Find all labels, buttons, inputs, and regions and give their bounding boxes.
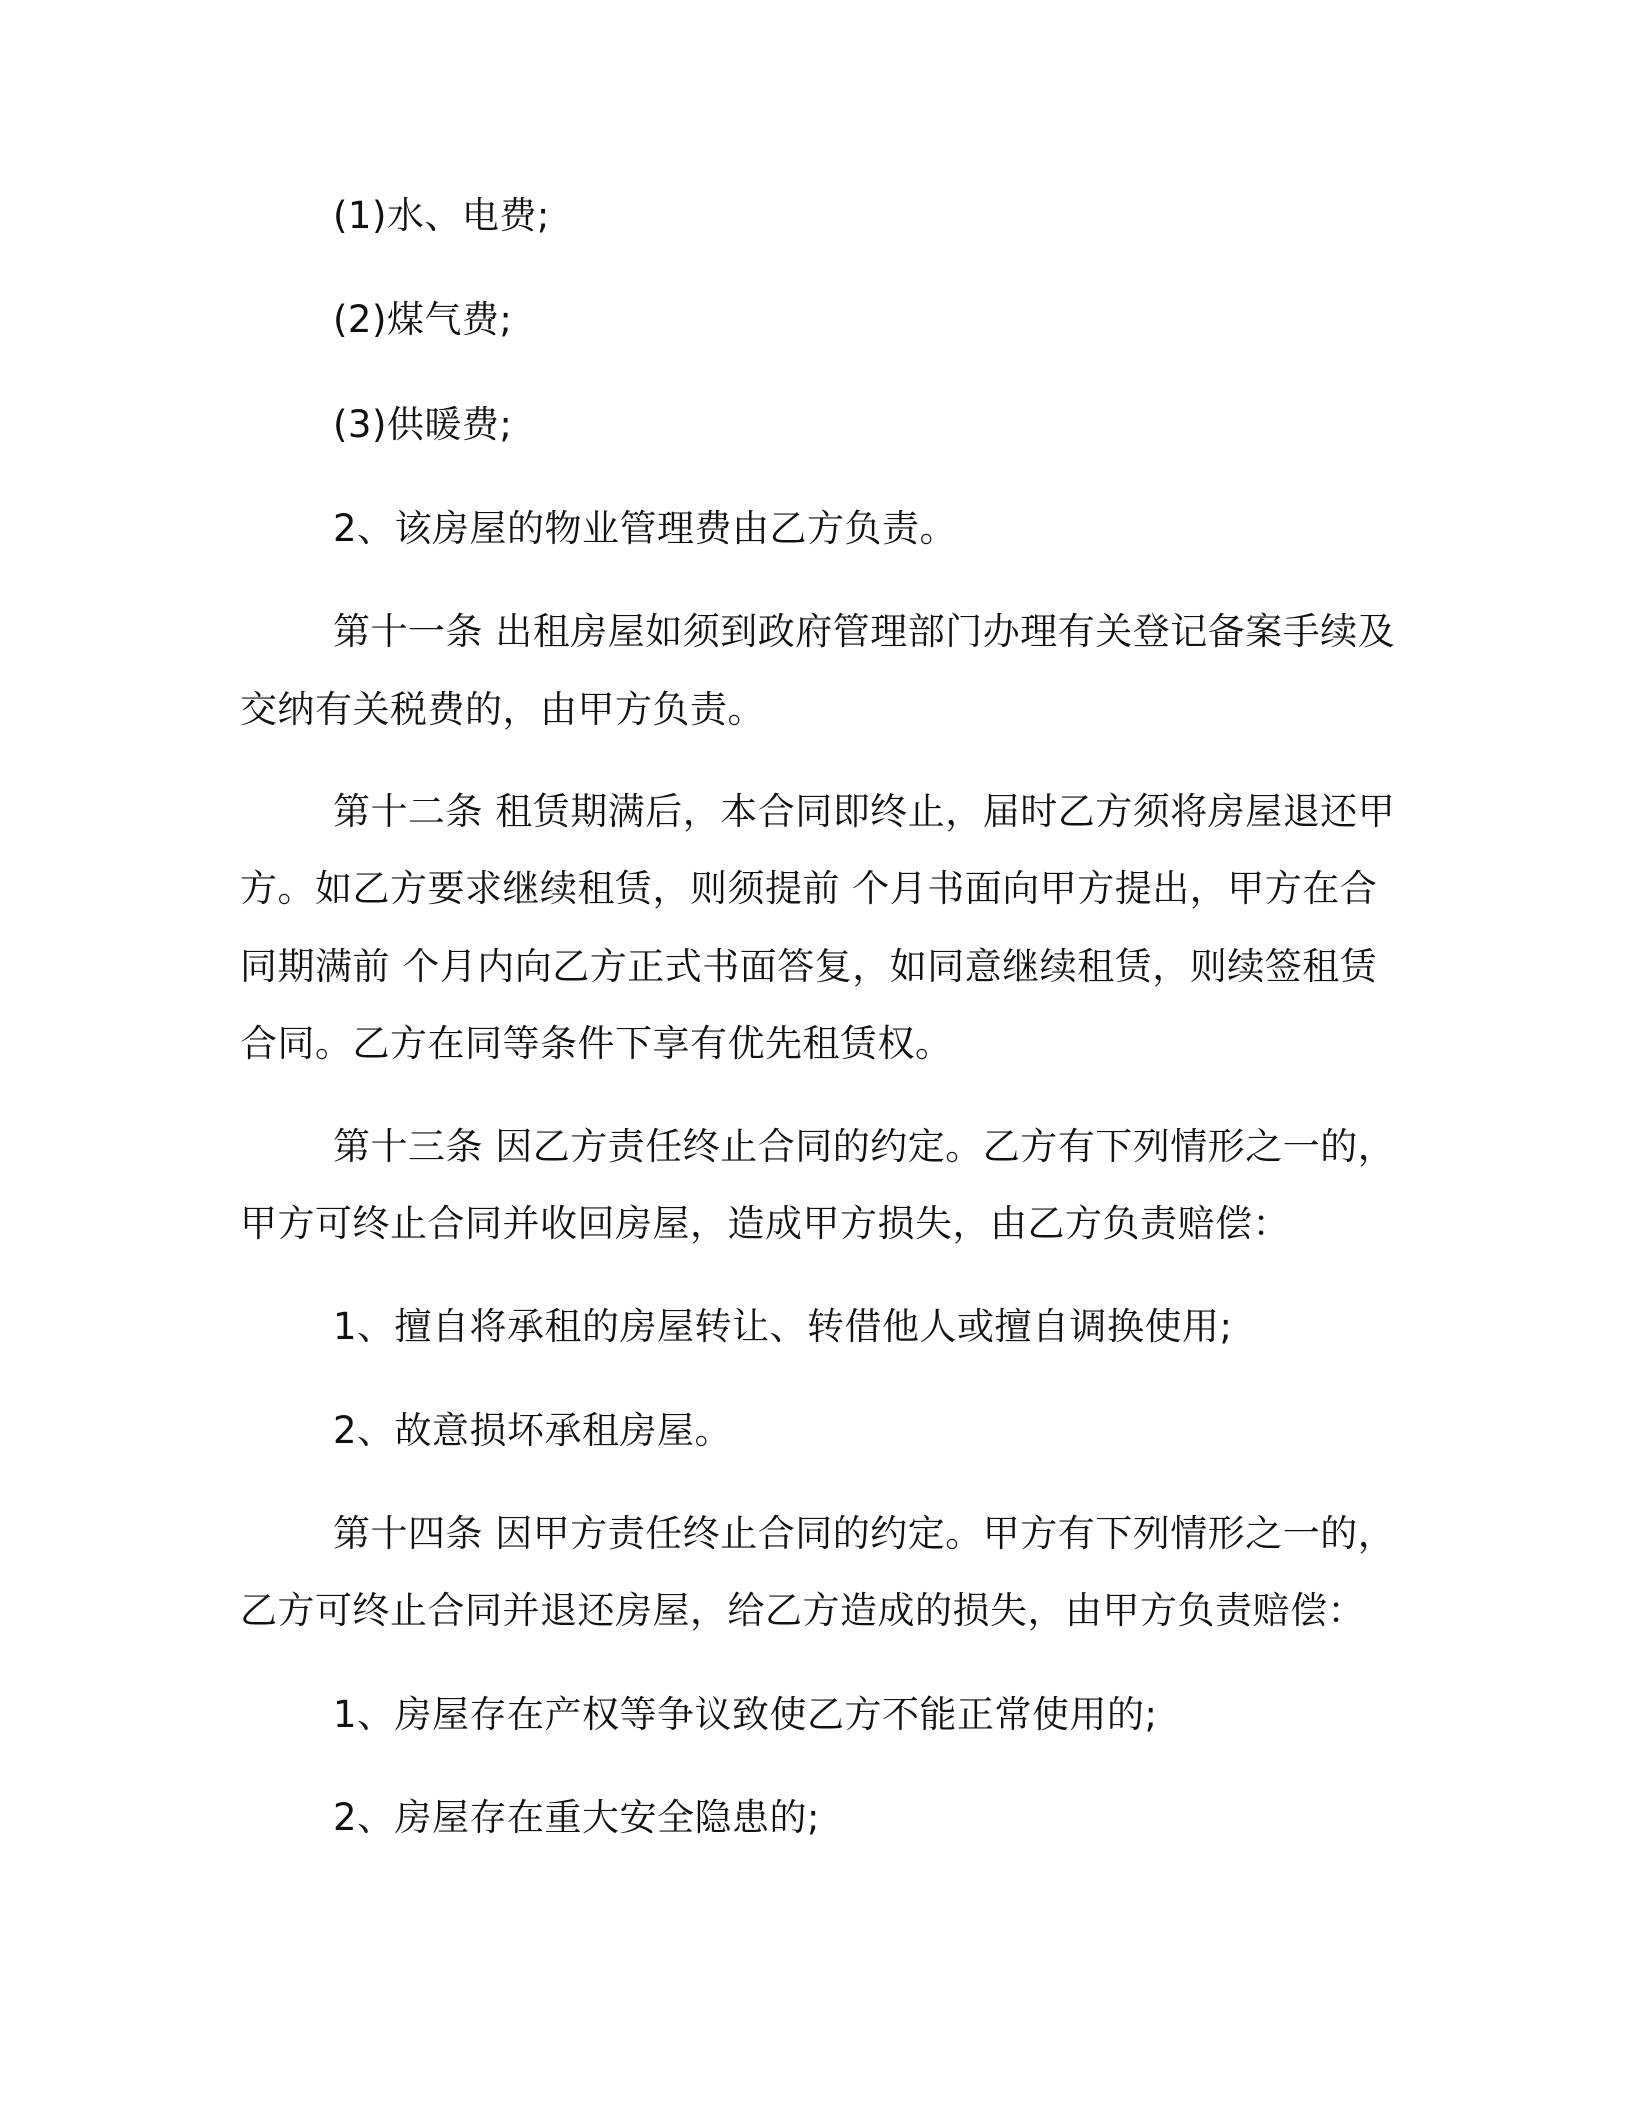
article-13-line-1: 第十三条 因乙方责任终止合同的约定。乙方有下列情形之一的， xyxy=(333,1125,1396,1168)
article-14-item-1: 1、房屋存在产权等争议致使乙方不能正常使用的; xyxy=(333,1693,1158,1736)
item-gas-fee: (2)煤气费; xyxy=(333,298,513,341)
article-11-line-1: 第十一条 出租房屋如须到政府管理部门办理有关登记备案手续及 xyxy=(333,610,1396,653)
article-12-line-4: 合同。乙方在同等条件下享有优先租赁权。 xyxy=(240,1022,953,1065)
article-14-line-1: 第十四条 因甲方责任终止合同的约定。甲方有下列情形之一的， xyxy=(333,1512,1396,1555)
item-heating-fee: (3)供暖费; xyxy=(333,403,513,446)
article-13-line-2: 甲方可终止合同并收回房屋，造成甲方损失，由乙方负责赔偿： xyxy=(240,1202,1290,1245)
article-12-line-3: 同期满前 个月内向乙方正式书面答复，如同意继续租赁，则续签租赁 xyxy=(240,945,1378,988)
article-13-item-1: 1、擅自将承租的房屋转让、转借他人或擅自调换使用; xyxy=(333,1305,1233,1348)
item-property-management: 2、该房屋的物业管理费由乙方负责。 xyxy=(333,507,958,550)
article-14-item-2: 2、房屋存在重大安全隐患的; xyxy=(333,1796,821,1839)
article-12-line-1: 第十二条 租赁期满后，本合同即终止，届时乙方须将房屋退还甲 xyxy=(333,790,1396,833)
article-12-line-2: 方。如乙方要求继续租赁，则须提前 个月书面向甲方提出，甲方在合 xyxy=(240,867,1378,910)
article-14-line-2: 乙方可终止合同并退还房屋，给乙方造成的损失，由甲方负责赔偿： xyxy=(240,1589,1365,1632)
item-water-electricity: (1)水、电费; xyxy=(333,194,550,237)
article-11-line-2: 交纳有关税费的，由甲方负责。 xyxy=(240,688,765,731)
article-13-item-2: 2、故意损坏承租房屋。 xyxy=(333,1409,733,1452)
